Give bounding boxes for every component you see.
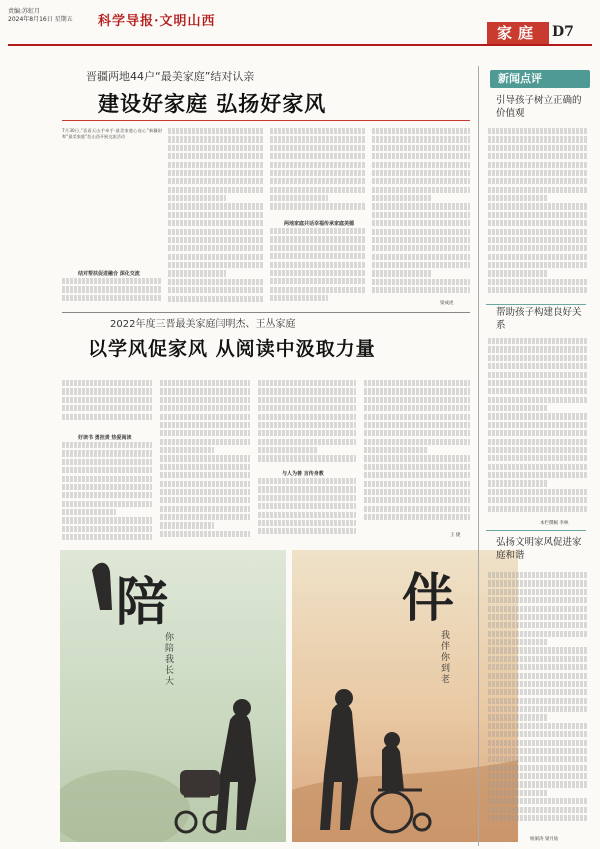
article1-col3 <box>270 128 366 218</box>
text-line <box>488 748 588 754</box>
text-line <box>372 237 470 243</box>
text-line <box>168 245 264 251</box>
text-line <box>488 254 588 260</box>
article1-subhead-b: 两地家庭共话幸福传承家庭美德 <box>284 221 355 227</box>
text-line <box>488 372 588 378</box>
text-line <box>488 397 588 403</box>
text-line <box>488 430 588 436</box>
text-line <box>488 203 588 209</box>
text-line <box>168 262 264 268</box>
text-line <box>62 295 162 301</box>
text-line <box>160 430 250 436</box>
text-line <box>62 405 152 411</box>
text-line <box>270 245 366 251</box>
article2-subhead-a: 好读书 勇担责 热爱阅读 <box>78 435 132 441</box>
text-line <box>488 178 588 184</box>
text-line <box>258 478 356 484</box>
text-line <box>488 580 588 586</box>
text-line <box>62 459 152 465</box>
text-line <box>372 178 470 184</box>
text-line <box>488 807 588 813</box>
text-line <box>160 455 250 461</box>
text-line <box>372 270 431 276</box>
article1-byline: 梁成虎 <box>440 301 454 306</box>
text-line <box>270 178 366 184</box>
text-line <box>372 262 470 268</box>
text-line <box>488 355 588 361</box>
article2-col1 <box>62 380 152 430</box>
sidebar-rule-2 <box>486 530 586 531</box>
text-line <box>258 503 356 509</box>
sidebar-item1-body <box>488 128 588 298</box>
sidebar-item3-byline: 杨洞涛 梁月仙 <box>530 837 559 842</box>
text-line <box>160 439 250 445</box>
text-line <box>488 489 588 495</box>
text-line <box>62 278 162 284</box>
text-line <box>488 681 588 687</box>
text-line <box>488 363 588 369</box>
text-line <box>160 472 250 478</box>
text-line <box>488 497 588 503</box>
text-line <box>372 254 470 260</box>
article2-col4 <box>364 380 470 530</box>
text-line <box>488 136 588 142</box>
text-line <box>488 622 588 628</box>
text-line <box>270 136 366 142</box>
text-line <box>270 236 366 242</box>
text-line <box>62 450 152 456</box>
text-line <box>270 153 366 159</box>
sidebar-divider <box>478 66 479 846</box>
text-line <box>488 572 588 578</box>
text-line <box>488 480 548 486</box>
text-line <box>168 287 264 293</box>
sidebar-item3-body <box>488 572 588 832</box>
text-line <box>62 380 152 386</box>
illustration-right <box>292 550 518 842</box>
text-line <box>160 464 250 470</box>
text-line <box>488 346 588 352</box>
text-line <box>488 773 588 779</box>
text-line <box>488 798 588 804</box>
text-line <box>364 455 470 461</box>
section-label: 家庭 <box>487 22 549 44</box>
text-line <box>488 195 548 201</box>
text-line <box>488 631 588 637</box>
article2-col3 <box>258 380 356 466</box>
illustration-right-caption: 我伴你到老 <box>439 630 449 685</box>
text-line <box>488 439 588 445</box>
text-line <box>372 195 431 201</box>
text-line <box>488 781 588 787</box>
text-line <box>160 497 250 503</box>
header-rule <box>8 44 592 46</box>
text-line <box>258 528 356 534</box>
text-line <box>372 203 470 209</box>
text-line <box>488 714 548 720</box>
text-line <box>168 195 226 201</box>
text-line <box>168 178 264 184</box>
text-line <box>270 228 366 234</box>
text-line <box>488 287 588 293</box>
text-line <box>258 486 356 492</box>
text-line <box>372 145 470 151</box>
text-line <box>168 170 264 176</box>
illustration-left-caption: 你陪我长大 <box>163 632 173 687</box>
text-line <box>488 170 588 176</box>
text-line <box>168 229 264 235</box>
text-line <box>372 287 470 293</box>
text-line <box>488 698 588 704</box>
text-line <box>488 422 588 428</box>
text-line <box>372 229 470 235</box>
text-line <box>488 128 588 134</box>
text-line <box>488 464 588 470</box>
text-line <box>488 740 588 746</box>
article2-kicker: 2022年度三晋最美家庭闫明杰、王丛家庭 <box>110 319 296 330</box>
text-line <box>62 442 152 448</box>
text-line <box>258 455 356 461</box>
sidebar-rule-1 <box>486 304 586 305</box>
text-line <box>372 220 470 226</box>
text-line <box>270 270 366 276</box>
text-line <box>364 380 470 386</box>
masthead: 科学导报·文明山西 <box>98 14 216 29</box>
sidebar-item2-body <box>488 338 588 518</box>
sidebar-item1-title: 引导孩子树立正确的价值观 <box>496 95 582 119</box>
sidebar-item2-title: 帮助孩子构建良好关系 <box>496 307 582 331</box>
text-line <box>488 647 588 653</box>
text-line <box>160 506 250 512</box>
text-line <box>488 237 588 243</box>
text-line <box>160 522 214 528</box>
article1-col3b <box>270 228 366 308</box>
text-line <box>270 162 366 168</box>
text-line <box>258 405 356 411</box>
text-line <box>62 476 152 482</box>
text-line <box>270 187 366 193</box>
article1-lead: 7月30日,“喜看天山手牵手·最美家庭心连心”新疆尉犁“最美家庭”赴山西开展交流活动 <box>62 128 162 140</box>
text-line <box>168 203 264 209</box>
text-line <box>488 765 588 771</box>
text-line <box>160 388 250 394</box>
text-line <box>364 514 470 520</box>
text-line <box>488 589 588 595</box>
text-line <box>364 405 470 411</box>
text-line <box>258 439 356 445</box>
text-line <box>364 481 470 487</box>
page-number: D7 <box>552 24 574 40</box>
text-line <box>488 162 588 168</box>
article2-byline: 王 捷 <box>450 533 461 538</box>
text-line <box>168 279 264 285</box>
text-line <box>160 514 250 520</box>
text-line <box>488 338 588 344</box>
text-line <box>488 245 588 251</box>
article1-subhead-a: 结对帮扶促进融合 深化交流 <box>78 271 140 277</box>
text-line <box>488 405 548 411</box>
text-line <box>364 506 470 512</box>
article1-kicker: 晋疆两地44户“最美家庭”结对认亲 <box>86 70 255 83</box>
article1-col4 <box>372 128 470 298</box>
text-line <box>258 447 317 453</box>
text-line <box>364 489 470 495</box>
text-line <box>364 439 470 445</box>
text-line <box>372 245 470 251</box>
text-line <box>488 664 588 670</box>
text-line <box>372 128 470 134</box>
illustration-right-char: 伴 <box>402 568 455 629</box>
illustration-left <box>60 550 286 842</box>
text-line <box>62 509 116 515</box>
text-line <box>488 614 588 620</box>
text-line <box>270 278 366 284</box>
text-line <box>160 447 214 453</box>
text-line <box>488 455 588 461</box>
text-line <box>364 472 470 478</box>
text-line <box>488 380 588 386</box>
text-line <box>488 153 588 159</box>
text-line <box>62 484 152 490</box>
text-line <box>372 212 470 218</box>
article2-col1b <box>62 442 152 544</box>
text-line <box>62 492 152 498</box>
text-line <box>168 162 264 168</box>
text-line <box>168 187 264 193</box>
article2-col3b <box>258 478 356 544</box>
illustration-left-art <box>60 550 286 842</box>
text-line <box>488 790 548 796</box>
text-line <box>270 170 366 176</box>
text-line <box>160 414 250 420</box>
text-line <box>160 489 250 495</box>
editor-line: 责编:苏虹月 <box>8 8 41 15</box>
sidebar-item3-title: 弘扬文明家风促进家庭和谐 <box>496 537 582 561</box>
text-line <box>168 237 264 243</box>
text-line <box>488 279 588 285</box>
text-line <box>270 262 366 268</box>
text-line <box>160 422 250 428</box>
text-line <box>372 187 470 193</box>
text-line <box>372 170 470 176</box>
text-line <box>364 430 470 436</box>
text-line <box>270 287 366 293</box>
text-line <box>488 262 588 268</box>
text-line <box>488 815 588 821</box>
article1-headline: 建设好家庭 弘扬好家风 <box>98 92 327 116</box>
text-line <box>488 723 588 729</box>
text-line <box>258 414 356 420</box>
text-line <box>168 136 264 142</box>
article2-headline: 以学风促家风 从阅读中汲取力量 <box>88 338 376 360</box>
text-line <box>62 414 152 420</box>
article1-col1b <box>62 278 162 308</box>
text-line <box>488 413 588 419</box>
date-line: 2024年8月16日 星期五 <box>8 16 73 23</box>
text-line <box>270 195 328 201</box>
text-line <box>372 162 470 168</box>
text-line <box>488 212 588 218</box>
article1-col2 <box>168 128 264 308</box>
text-line <box>372 153 470 159</box>
text-line <box>270 145 366 151</box>
text-line <box>62 526 152 532</box>
text-line <box>270 128 366 134</box>
text-line <box>364 414 470 420</box>
article2-subhead-b: 与人为善 言传身教 <box>282 471 324 477</box>
text-line <box>488 756 588 762</box>
text-line <box>62 517 152 523</box>
text-line <box>270 295 328 301</box>
text-line <box>488 689 588 695</box>
text-line <box>258 388 356 394</box>
text-line <box>488 447 588 453</box>
sidebar-item1-byline: 本栏撰稿 李林 <box>540 521 569 526</box>
text-line <box>488 270 548 276</box>
text-line <box>364 397 470 403</box>
text-line <box>364 388 470 394</box>
text-line <box>270 253 366 259</box>
text-line <box>168 254 264 260</box>
text-line <box>488 506 588 512</box>
sidebar-title: 新闻点评 <box>490 70 590 88</box>
text-line <box>488 639 548 645</box>
text-line <box>160 531 250 537</box>
text-line <box>258 397 356 403</box>
text-line <box>372 279 470 285</box>
text-line <box>168 212 264 218</box>
text-line <box>488 220 588 226</box>
text-line <box>488 673 588 679</box>
text-line <box>258 430 356 436</box>
text-line <box>160 405 250 411</box>
text-line <box>62 388 152 394</box>
text-line <box>364 464 470 470</box>
text-line <box>364 422 470 428</box>
text-line <box>488 187 588 193</box>
text-line <box>62 501 152 507</box>
text-line <box>160 397 250 403</box>
text-line <box>488 145 588 151</box>
text-line <box>62 534 152 540</box>
article2-col2 <box>160 380 250 544</box>
article-divider <box>62 312 470 313</box>
text-line <box>364 447 428 453</box>
edition-info <box>8 8 73 24</box>
text-line <box>258 380 356 386</box>
text-line <box>488 229 588 235</box>
text-line <box>168 270 226 276</box>
text-line <box>372 136 470 142</box>
text-line <box>488 388 588 394</box>
text-line <box>62 467 152 473</box>
text-line <box>258 422 356 428</box>
text-line <box>488 656 588 662</box>
text-line <box>488 731 588 737</box>
text-line <box>488 472 588 478</box>
text-line <box>488 706 588 712</box>
text-line <box>160 380 250 386</box>
text-line <box>258 520 356 526</box>
article1-rule <box>62 120 470 121</box>
text-line <box>270 203 366 209</box>
text-line <box>62 397 152 403</box>
illustration-left-char: 陪 <box>116 572 169 633</box>
text-line <box>160 481 250 487</box>
text-line <box>168 145 264 151</box>
text-line <box>258 495 356 501</box>
text-line <box>168 296 264 302</box>
text-line <box>258 512 356 518</box>
text-line <box>168 153 264 159</box>
page-header <box>0 0 600 46</box>
text-line <box>364 497 470 503</box>
text-line <box>488 606 588 612</box>
article1-col1 <box>62 128 162 268</box>
text-line <box>62 286 162 292</box>
text-line <box>488 597 588 603</box>
text-line <box>168 128 264 134</box>
text-line <box>168 220 264 226</box>
